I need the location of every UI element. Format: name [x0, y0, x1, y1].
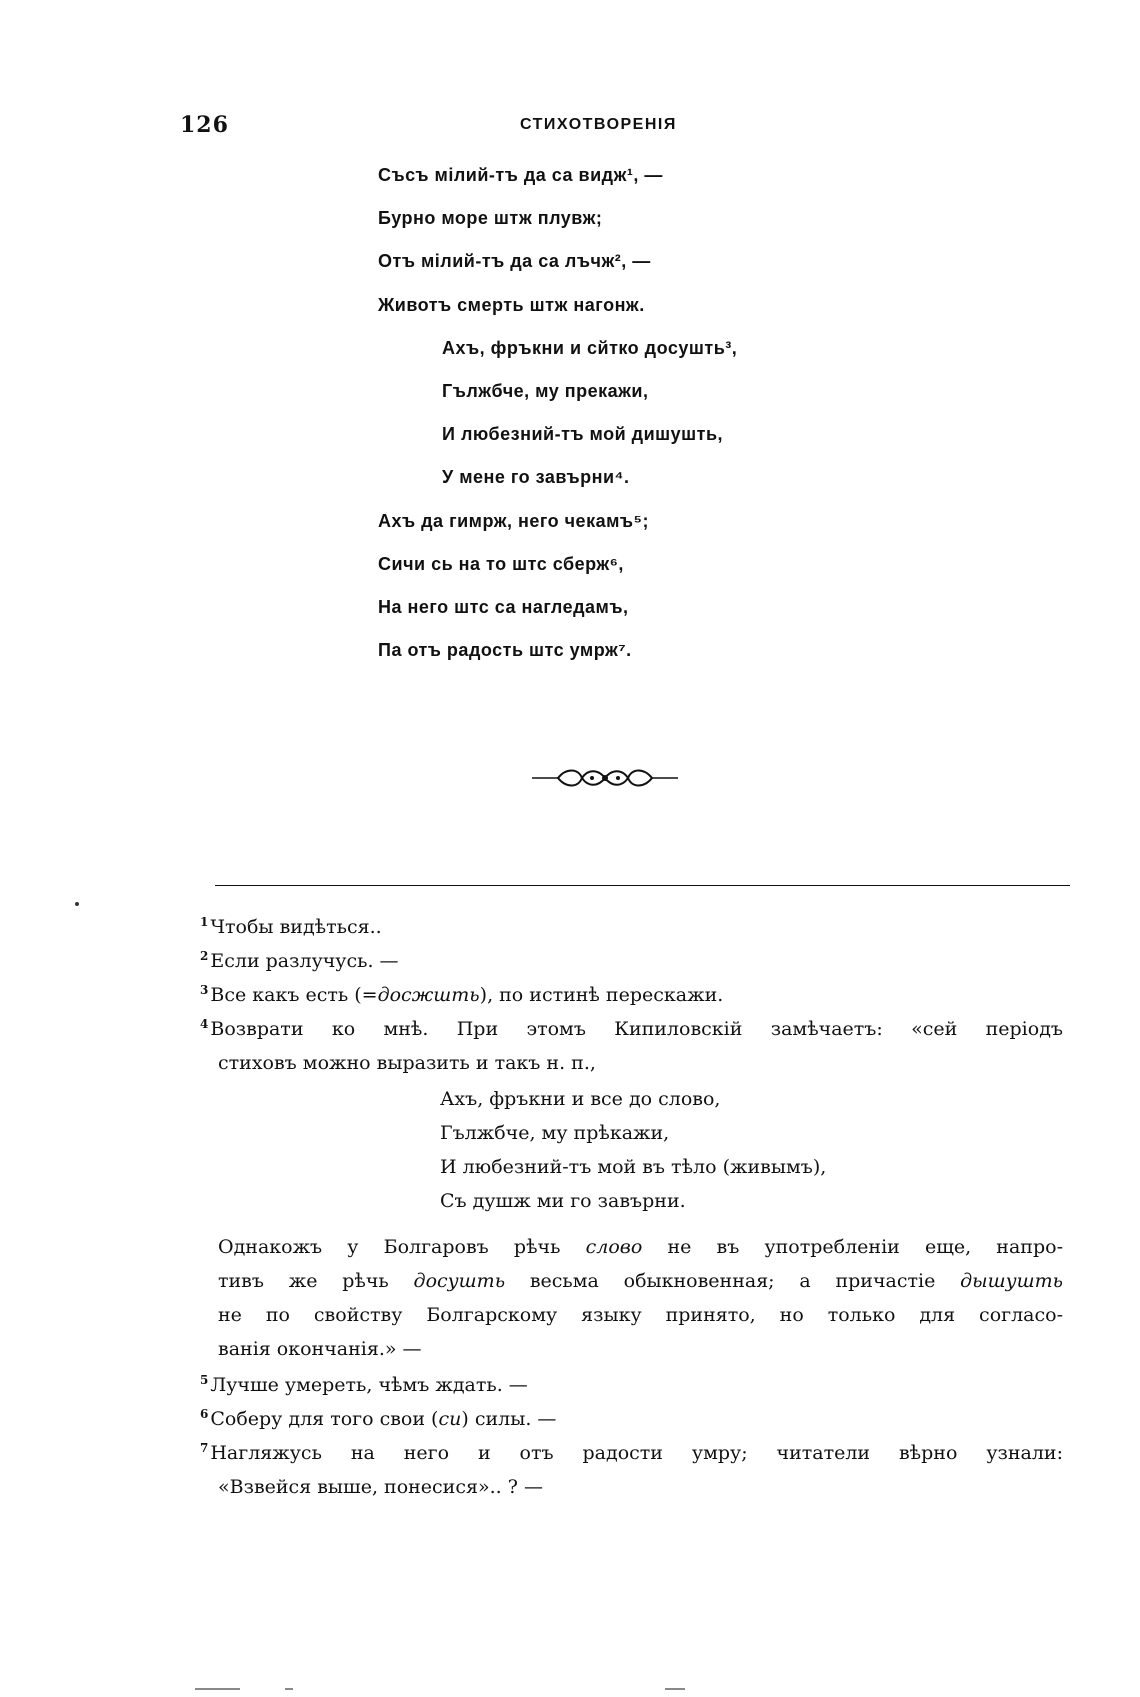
- comment-emphasis: дышушть: [960, 1270, 1063, 1292]
- page-bottom-edge: [0, 1688, 1140, 1692]
- footnote-marker: 6: [200, 1406, 209, 1421]
- bottom-mark: [285, 1688, 293, 1690]
- footnote-marker: 1: [200, 914, 209, 929]
- footnote-1: [200, 910, 382, 944]
- quote-line: Съ душж ми го завърни.: [440, 1190, 686, 1212]
- footnote-text: Если разлучусь. —: [210, 950, 399, 972]
- footnote-7-line-1: [200, 1436, 1063, 1470]
- comment-emphasis: слово: [585, 1236, 643, 1258]
- ink-speck: [75, 902, 79, 906]
- comment-line: не по свойству Болгарскому языку принято, но только для согласо-: [218, 1304, 1063, 1326]
- footnote-text: ) силы. —: [461, 1408, 557, 1430]
- bottom-mark: [665, 1688, 685, 1690]
- verse-line: Па отъ радость штс умрж⁷.: [378, 640, 632, 660]
- running-title: СТИХОТВОРЕНІЯ: [520, 116, 677, 133]
- verse-line: Сичи сь на то штс сберж⁶,: [378, 554, 624, 574]
- footnote-text: Чтобы видѣться..: [210, 916, 382, 938]
- footnote-emphasis: =досжшть: [361, 984, 480, 1006]
- comment-line: ванія окончанія.» —: [218, 1338, 422, 1360]
- quote-line: И любезний-тъ мой въ тѣло (живымъ),: [440, 1156, 827, 1178]
- verse-line: Отъ мілий-тъ да са лъчж², —: [378, 251, 651, 271]
- footnote-marker: 2: [200, 948, 209, 963]
- footnote-marker: 4: [200, 1016, 209, 1031]
- footnote-text: Соберу для того свои (: [210, 1408, 439, 1430]
- footnote-marker: 5: [200, 1372, 209, 1387]
- footnote-emphasis: си: [438, 1408, 462, 1430]
- quote-line: Гължбче, му прѣкажи,: [440, 1122, 670, 1144]
- footnote-text: Лучше умереть, чѣмъ ждать. —: [210, 1374, 528, 1396]
- footnote-6: [200, 1402, 556, 1436]
- bottom-mark: [195, 1688, 240, 1690]
- footnote-text: Все какъ есть (: [210, 984, 362, 1006]
- comment-emphasis: досушть: [413, 1270, 506, 1292]
- comment-text: весьма обыкновенная; а причастіе: [505, 1270, 961, 1292]
- comment-line: [218, 1230, 1063, 1264]
- verse-line: И любезний-тъ мой дишушть,: [442, 424, 724, 444]
- footnote-7-line-2: «Взвейся выше, понесися».. ? —: [218, 1476, 543, 1498]
- footnote-4-line-2: стиховъ можно выразить и такъ н. п.,: [218, 1052, 596, 1074]
- footnote-marker: 3: [200, 982, 209, 997]
- comment-text: Однакожъ у Болгаровъ рѣчь: [218, 1236, 586, 1258]
- footnote-text: Возврати ко мнѣ. При этомъ Кипиловскій замѣчаетъ: «сей періодъ: [210, 1018, 1063, 1040]
- footnote-2: [200, 944, 399, 978]
- verse-line: Бурно море штж плувж;: [378, 208, 603, 228]
- comment-text: тивъ же рѣчь: [218, 1270, 414, 1292]
- footnote-marker: 7: [200, 1440, 209, 1455]
- verse-line: У мене го завърни⁴.: [442, 467, 630, 487]
- footnote-3: [200, 978, 723, 1012]
- page-number: 126: [180, 112, 229, 138]
- verse-line: Ахъ, фръкни и сйтко досушть³,: [442, 338, 738, 358]
- verse-line: Ахъ да гимрж, него чекамъ⁵;: [378, 511, 649, 531]
- footnote-rule: [215, 885, 1070, 886]
- quote-line: Ахъ, фръкни и все до слово,: [440, 1088, 721, 1110]
- footnote-5: [200, 1368, 528, 1402]
- verse-line: Гължбче, му прекажи,: [442, 381, 649, 401]
- comment-line: [218, 1264, 1063, 1298]
- footnote-4-line-1: [200, 1012, 1063, 1046]
- footnote-text: ), по истинѣ перескажи.: [479, 984, 724, 1006]
- ornament-divider-icon: [530, 765, 680, 791]
- comment-text: не въ употребленіи еще, напро-: [642, 1236, 1063, 1258]
- page-header: [180, 112, 730, 142]
- verse-line: Животъ смерть штж нагонж.: [378, 295, 645, 315]
- verse-line: Съсъ мілий-тъ да са видж¹, —: [378, 165, 663, 185]
- footnote-text: Нагляжусь на него и отъ радости умру; читатели вѣрно узнали:: [210, 1442, 1063, 1464]
- verse-line: На него штс са нагледамъ,: [378, 597, 629, 617]
